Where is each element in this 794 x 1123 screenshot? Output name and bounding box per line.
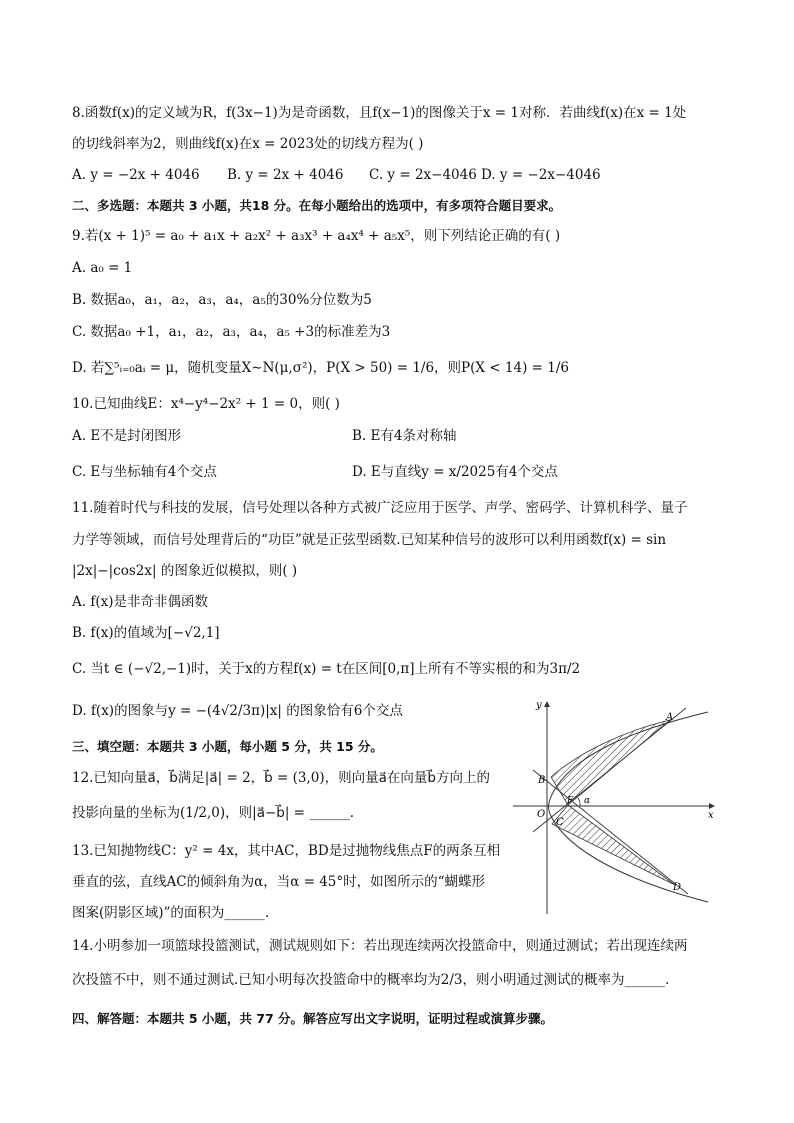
q9-option-a: A. a₀ = 1 <box>72 260 133 276</box>
section2-heading: 二、多选题：本题共 3 小题，共18 分。在每小题给出的选项中，有多项符合题目要求。 <box>72 198 562 213</box>
q8-option-c: C. y = 2x−4046 <box>369 167 477 183</box>
q13-stem-line3: 图案(阴影区域)”的面积为______. <box>72 905 270 921</box>
q14-stem-line2: 次投篮不中，则不通过测试.已知小明每次投篮命中的概率均为2/3，则小明通过测试的概率为______. <box>72 972 670 988</box>
q11-stem-line3: |2x|−|cos2x| 的图象近似模拟，则( ) <box>72 563 298 579</box>
angle-arc <box>578 798 580 806</box>
q8-option-a: A. y = −2x + 4046 <box>72 167 200 183</box>
q11-option-b: B. f(x)的值域为[−√2,1] <box>72 625 220 641</box>
q8-option-b: B. y = 2x + 4046 <box>227 167 344 183</box>
q11-option-d: D. f(x)的图象与y = −(4√2/3π)|x| 的图象恰有6个交点 <box>72 703 403 719</box>
q9-option-d: D. 若∑⁵ᵢ₌₀aᵢ = μ，随机变量X∼N(μ,σ²)，P(X > 50) = 1/6，则P(X < 14) = 1/6 <box>72 360 569 376</box>
label-c: C <box>556 817 564 828</box>
q13-stem-line2: 垂直的弦，直线AC的倾斜角为α，当α = 45°时，如图所示的“蝴蝶形 <box>72 874 486 890</box>
label-alpha: α <box>584 796 591 806</box>
q10-option-d: D. E与直线y = x/2025有4个交点 <box>352 464 558 480</box>
q13-stem-line1: 13.已知抛物线C：y² = 4x，其中AC，BD是过抛物线焦点F的两条互相 <box>72 843 501 859</box>
q11-stem-line1: 11.随着时代与科技的发展，信号处理以各种方式被广泛应用于医学、声学、密码学、计算机科学、量子 <box>72 500 688 516</box>
q9-option-c: C. 数据a₀ +1，a₁，a₂，a₃，a₄，a₅ +3的标准差为3 <box>72 324 391 340</box>
section3-heading: 三、填空题：本题共 3 小题，每小题 5 分，共 15 分。 <box>72 739 383 754</box>
q11-option-a: A. f(x)是非奇非偶函数 <box>72 594 208 610</box>
label-y: y <box>536 700 542 711</box>
label-x: x <box>708 810 714 821</box>
lower-shaded-region <box>552 805 675 885</box>
q11-stem-line2: 力学等领域，而信号处理背后的“功臣”就是正弦型函数.已知某种信号的波形可以利用函数f(x) = sin <box>72 532 667 548</box>
q8-options <box>72 165 601 185</box>
q10-option-c: C. E与坐标轴有4个交点 <box>72 464 217 480</box>
label-o: O <box>537 809 546 820</box>
label-f: F <box>567 796 574 806</box>
upper-shaded-region <box>551 720 670 805</box>
q10-stem: 10.已知曲线E：x⁴−y⁴−2x² + 1 = 0，则( ) <box>72 396 340 412</box>
q10-option-a: A. E不是封闭图形 <box>72 428 182 444</box>
q12-stem-line1: 12.已知向量a⃗，b⃗满足|a⃗| = 2，b⃗ = (3,0)，则向量a⃗在向量b⃗方向上的 <box>72 770 490 786</box>
chord-bd <box>533 770 688 894</box>
q11-option-c: C. 当t ∈ (−√2,−1)时，关于x的方程f(x) = t在区间[0,π]上所有不等实根的和为3π/2 <box>72 661 581 677</box>
q10-option-b: B. E有4条对称轴 <box>352 428 457 444</box>
q9-stem: 9.若(x + 1)⁵ = a₀ + a₁x + a₂x² + a₃x³ + a₄x⁴ + a₅x⁵，则下列结论正确的有( ) <box>72 228 561 244</box>
q8-option-d: D. y = −2x−4046 <box>481 167 601 183</box>
q8-stem-line2: 的切线斜率为2，则曲线f(x)在x = 2023处的切线方程为( ) <box>72 136 424 152</box>
chord-ac <box>533 708 686 832</box>
parabola-figure <box>508 694 723 919</box>
label-b: B <box>538 775 546 786</box>
q12-stem-line2: 投影向量的坐标为(1/2,0)，则|a⃗−b⃗| = ______. <box>72 805 355 821</box>
q9-option-b: B. 数据a₀，a₁，a₂，a₃，a₄，a₅的30%分位数为5 <box>72 292 372 308</box>
section4-heading: 四、解答题：本题共 5 小题，共 77 分。解答应写出文字说明，证明过程或演算步骤。 <box>72 1011 554 1026</box>
q14-stem-line1: 14.小明参加一项篮球投篮测试，测试规则如下：若出现连续两次投篮命中，则通过测试；若出现连续两 <box>72 938 688 954</box>
q8-stem-line1: 8.函数f(x)的定义域为R，f(3x−1)为是奇函数，且f(x−1)的图像关于x = 1对称．若曲线f(x)在x = 1处 <box>72 105 687 121</box>
label-a: A <box>666 712 674 723</box>
label-d: D <box>673 882 682 893</box>
